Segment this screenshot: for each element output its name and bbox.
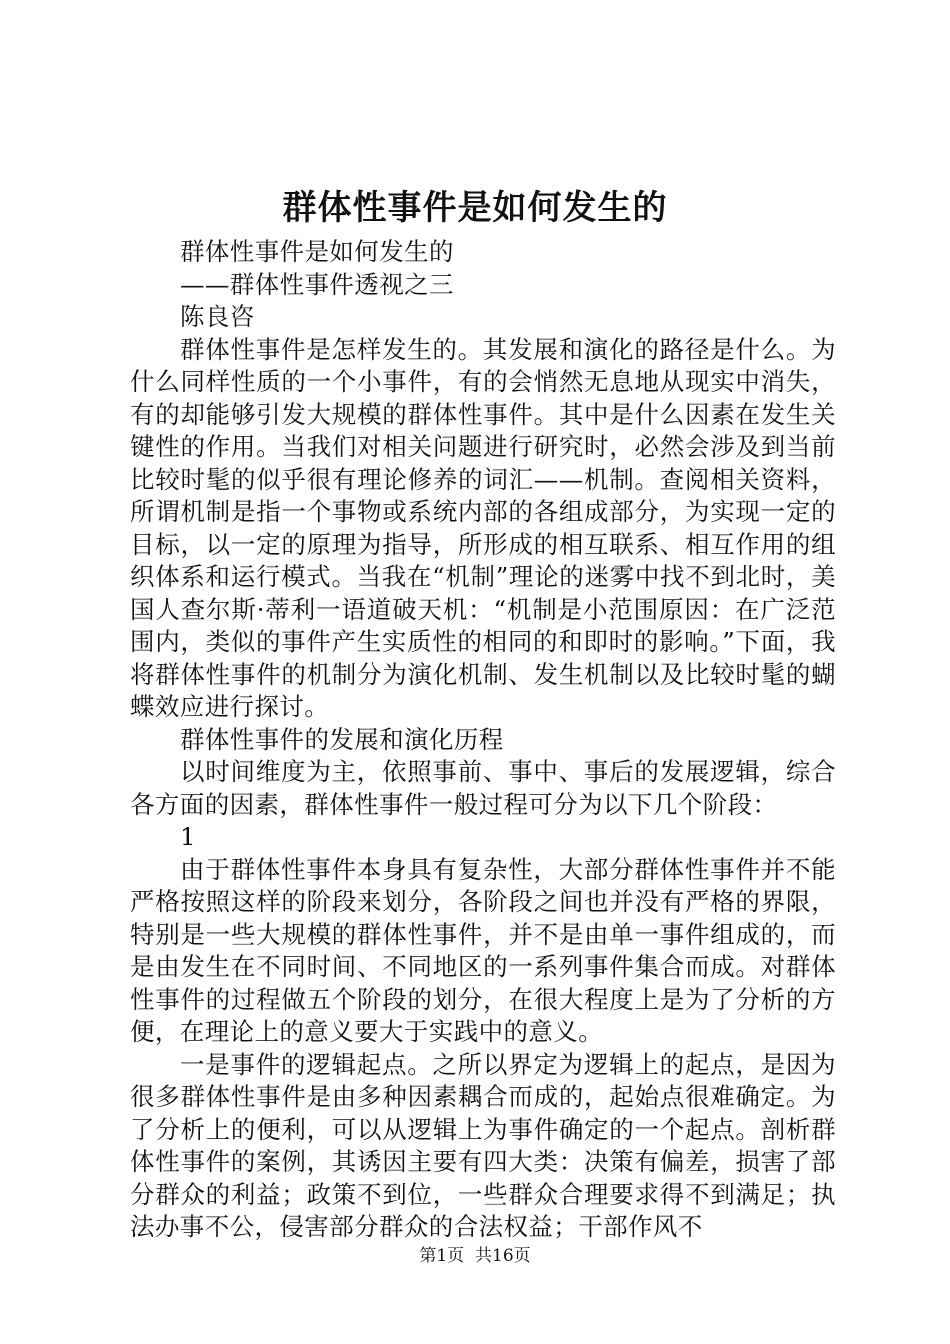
subtitle-line: 群体性事件是如何发生的 [180,237,454,266]
page-footer [0,1244,950,1268]
body-paragraph: 群体性事件是怎样发生的。其发展和演化的路径是什么。为什么同样性质的一个小事件，有的会悄然无息地从现实中消失，有的却能够引发大规模的群体性事件。其中是什么因素在发生关键性的作用。当我们对相关问题进行研究时，必然会涉及到当前比较时髦的似乎很有理论修养的词汇——机制。查阅相关资料，所谓机制是指一个事物或系统内部的各组成部分，为实现一定的目标，以一定的原理为指导，所形成的相互联系、相互作用的组织体系和运行模式。当我在“机制”理论的迷雾中找不到北时，美国人查尔斯·蒂利一语道破天机：“机制是小范围原因：在广泛范围内，类似的事件产生实质性的相同的和即时的影响。”下面，我将群体性事件的机制分为演化机制、发生机制以及比较时髦的蝴蝶效应进行探讨。 [130,334,836,721]
figure-number: 1 [180,822,196,851]
page-total: 共16页 [475,1246,531,1266]
section-heading: 群体性事件的发展和演化历程 [180,724,504,754]
document-body [130,236,836,1244]
document-title: 群体性事件是如何发生的 [282,188,668,228]
page-number: 第1页 [419,1246,465,1266]
body-paragraph: 由于群体性事件本身具有复杂性，大部分群体性事件并不能严格按照这样的阶段来划分，各阶段之间也并没有严格的界限，特别是一些大规模的群体性事件，并不是由单一事件组成的，而是由发生在不同时间、不同地区的一系列事件集合而成。对群体性事件的过程做五个阶段的划分，在很大程度上是为了分析的方便，在理论上的意义要大于实践中的意义。 [130,854,836,1046]
body-paragraph: 以时间维度为主，依照事前、事中、事后的发展逻辑，综合各方面的因素，群体性事件一般过程可分为以下几个阶段： [130,757,836,819]
body-paragraph: 一是事件的逻辑起点。之所以界定为逻辑上的起点，是因为很多群体性事件是由多种因素耦合而成的，起始点很难确定。为了分析上的便利，可以从逻辑上为事件确定的一个起点。剖析群体性事件的案例，其诱因主要有四大类：决策有偏差，损害了部分群众的利益；政策不到位，一些群众合理要求得不到满足；执法办事不公，侵害部分群众的合法权益；干部作风不 [130,1049,836,1241]
author-line: 陈良咨 [180,302,255,331]
series-line: ——群体性事件透视之三 [180,269,454,299]
